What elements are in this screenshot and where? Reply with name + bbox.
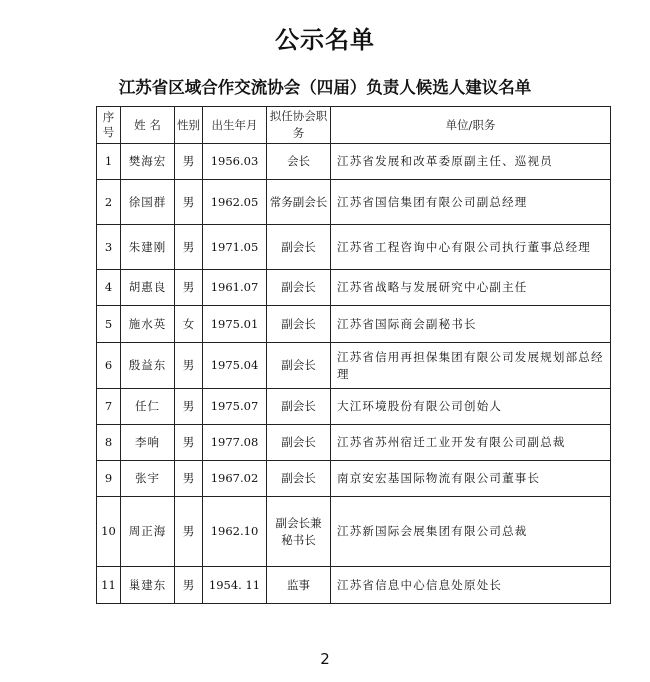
table-row: [97, 497, 611, 567]
cell-serial: 4: [97, 270, 121, 306]
cell-organization: 江苏省国际商会副秘书长: [331, 306, 611, 343]
cell-serial: 7: [97, 389, 121, 425]
cell-name: 张宇: [121, 461, 175, 497]
header-serial: 序号: [97, 107, 121, 144]
cell-position: 副会长: [267, 425, 331, 461]
cell-position: 副会长: [267, 389, 331, 425]
cell-birth: 1967.02: [203, 461, 267, 497]
table-row: [97, 306, 611, 343]
cell-birth: 1975.01: [203, 306, 267, 343]
cell-serial: 11: [97, 567, 121, 604]
cell-organization: 大江环境股份有限公司创始人: [331, 389, 611, 425]
cell-position: 副会长: [267, 461, 331, 497]
cell-serial: 9: [97, 461, 121, 497]
cell-organization: 江苏省发展和改革委原副主任、巡视员: [331, 144, 611, 180]
table-row: [97, 567, 611, 604]
cell-serial: 10: [97, 497, 121, 567]
cell-organization: 江苏省信用再担保集团有限公司发展规划部总经理: [331, 343, 611, 389]
candidate-table: [96, 106, 611, 604]
cell-gender: 男: [175, 225, 203, 270]
cell-position: 副会长兼秘书长: [267, 497, 331, 567]
cell-name: 胡惠良: [121, 270, 175, 306]
page-number: 2: [320, 650, 330, 668]
cell-name: 周正海: [121, 497, 175, 567]
cell-gender: 男: [175, 270, 203, 306]
cell-position: 常务副会长: [267, 180, 331, 225]
table-row: [97, 343, 611, 389]
table-row: [97, 180, 611, 225]
table-row: [97, 425, 611, 461]
document-subtitle: 江苏省区域合作交流协会（四届）负责人候选人建议名单: [118, 78, 532, 97]
cell-organization: 江苏新国际会展集团有限公司总裁: [331, 497, 611, 567]
cell-serial: 5: [97, 306, 121, 343]
cell-gender: 女: [175, 306, 203, 343]
cell-gender: 男: [175, 180, 203, 225]
cell-position: 会长: [267, 144, 331, 180]
cell-organization: 南京安宏基国际物流有限公司董事长: [331, 461, 611, 497]
cell-gender: 男: [175, 389, 203, 425]
header-gender: 性别: [175, 107, 203, 144]
cell-organization: 江苏省工程咨询中心有限公司执行董事总经理: [331, 225, 611, 270]
header-birth: 出生年月: [203, 107, 267, 144]
cell-name: 巢建东: [121, 567, 175, 604]
table-row: [97, 270, 611, 306]
table-row: [97, 389, 611, 425]
cell-organization: 江苏省国信集团有限公司副总经理: [331, 180, 611, 225]
cell-gender: 男: [175, 461, 203, 497]
cell-serial: 6: [97, 343, 121, 389]
cell-birth: 1954. 11: [203, 567, 267, 604]
cell-name: 徐国群: [121, 180, 175, 225]
cell-position: 副会长: [267, 225, 331, 270]
cell-gender: 男: [175, 497, 203, 567]
cell-serial: 1: [97, 144, 121, 180]
cell-position: 副会长: [267, 343, 331, 389]
page-title: 公示名单: [275, 26, 375, 54]
cell-name: 殷益东: [121, 343, 175, 389]
cell-gender: 男: [175, 567, 203, 604]
cell-name: 施水英: [121, 306, 175, 343]
cell-birth: 1962.10: [203, 497, 267, 567]
cell-birth: 1956.03: [203, 144, 267, 180]
cell-birth: 1971.05: [203, 225, 267, 270]
cell-organization: 江苏省信息中心信息处原处长: [331, 567, 611, 604]
cell-position: 副会长: [267, 270, 331, 306]
header-position: 拟任协会职务: [267, 107, 331, 144]
cell-position: 监事: [267, 567, 331, 604]
cell-gender: 男: [175, 425, 203, 461]
cell-name: 樊海宏: [121, 144, 175, 180]
table-header-row: [97, 107, 611, 144]
table-row: [97, 461, 611, 497]
header-name: 姓 名: [121, 107, 175, 144]
cell-gender: 男: [175, 343, 203, 389]
table-row: [97, 225, 611, 270]
cell-serial: 2: [97, 180, 121, 225]
header-organization: 单位/职务: [331, 107, 611, 144]
cell-birth: 1962.05: [203, 180, 267, 225]
cell-gender: 男: [175, 144, 203, 180]
cell-serial: 3: [97, 225, 121, 270]
cell-name: 朱建刚: [121, 225, 175, 270]
cell-position: 副会长: [267, 306, 331, 343]
cell-birth: 1975.07: [203, 389, 267, 425]
cell-organization: 江苏省苏州宿迁工业开发有限公司副总裁: [331, 425, 611, 461]
cell-name: 李响: [121, 425, 175, 461]
cell-birth: 1977.08: [203, 425, 267, 461]
cell-birth: 1975.04: [203, 343, 267, 389]
cell-serial: 8: [97, 425, 121, 461]
cell-name: 任仁: [121, 389, 175, 425]
table-row: [97, 144, 611, 180]
cell-birth: 1961.07: [203, 270, 267, 306]
cell-organization: 江苏省战略与发展研究中心副主任: [331, 270, 611, 306]
